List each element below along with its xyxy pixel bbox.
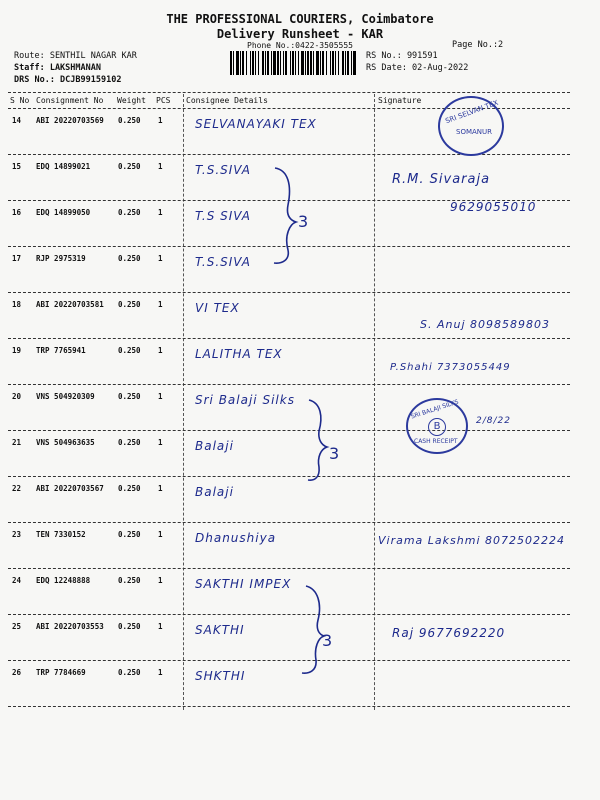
barcode-bar bbox=[335, 51, 336, 75]
row-consignment: VNS 504963635 bbox=[36, 438, 95, 447]
row-signature: 9629055010 bbox=[450, 200, 537, 214]
balaji-stamp-line2: CASH RECEIPT bbox=[414, 438, 458, 445]
row-signature: 2/8/22 bbox=[476, 416, 511, 426]
balaji-stamp-center: B bbox=[428, 418, 446, 436]
barcode-bar bbox=[246, 51, 247, 75]
barcode-bar bbox=[347, 51, 349, 75]
document-title: THE PROFESSIONAL COURIERS, Coimbatore bbox=[166, 12, 434, 26]
barcode-bar bbox=[242, 51, 244, 75]
barcode-bar bbox=[273, 51, 276, 75]
row-divider bbox=[8, 430, 570, 431]
row-weight: 0.250 bbox=[118, 392, 141, 401]
barcode-bar bbox=[310, 51, 312, 75]
barcode-bar bbox=[313, 51, 314, 75]
barcode-bar bbox=[285, 51, 287, 75]
barcode-bar bbox=[277, 51, 279, 75]
selvan-stamp-line1: SRI SELVAN TEX bbox=[444, 98, 500, 126]
row-weight: 0.250 bbox=[118, 116, 141, 125]
group-brace-siva bbox=[270, 160, 330, 270]
row-sno: 18 bbox=[12, 300, 22, 309]
staff-label: Staff: LAKSHMANAN bbox=[14, 63, 101, 73]
row-consignment: ABI 20220703553 bbox=[36, 622, 104, 631]
barcode-bar bbox=[353, 51, 356, 75]
row-consignee: Balaji bbox=[195, 485, 234, 499]
column-header-consignee: Consignee Details bbox=[186, 96, 268, 105]
row-pcs: 1 bbox=[158, 208, 163, 217]
row-weight: 0.250 bbox=[118, 346, 141, 355]
row-pcs: 1 bbox=[158, 392, 163, 401]
row-consignee: T.S SIVA bbox=[195, 209, 251, 223]
barcode-bar bbox=[290, 51, 291, 75]
document-subtitle: Delivery Runsheet - KAR bbox=[216, 27, 384, 41]
row-consignee: LALITHA TEX bbox=[195, 347, 283, 361]
row-consignment: RJP 2975319 bbox=[36, 254, 86, 263]
row-consignment: VNS 504920309 bbox=[36, 392, 95, 401]
row-divider bbox=[8, 706, 570, 707]
barcode-bar bbox=[301, 51, 304, 75]
column-header-pcs: PCS bbox=[156, 96, 171, 105]
barcode-bar bbox=[283, 51, 284, 75]
row-pcs: 1 bbox=[158, 530, 163, 539]
barcode-bar bbox=[326, 51, 327, 75]
row-consignee: SELVANAYAKI TEX bbox=[195, 117, 317, 131]
row-divider bbox=[8, 614, 570, 615]
route-label: Route: SENTHIL NAGAR KAR bbox=[14, 51, 137, 61]
row-consignment: ABI 20220703567 bbox=[36, 484, 104, 493]
column-header-sno: S No bbox=[10, 96, 30, 105]
row-divider bbox=[8, 568, 570, 569]
row-weight: 0.250 bbox=[118, 530, 141, 539]
barcode-bar bbox=[280, 51, 281, 75]
barcode-bar bbox=[298, 51, 299, 75]
row-pcs: 1 bbox=[158, 438, 163, 447]
column-header-consignment: Consignment No bbox=[36, 96, 104, 105]
row-sno: 24 bbox=[12, 576, 22, 585]
barcode-bar bbox=[295, 51, 296, 75]
row-consignment: ABI 20220703569 bbox=[36, 116, 104, 125]
group-count-balaji: 3 bbox=[329, 444, 340, 463]
table-top-rule bbox=[8, 92, 570, 93]
row-consignment: EDQ 14899021 bbox=[36, 162, 91, 171]
barcode-bar bbox=[316, 51, 319, 75]
barcode-bar bbox=[351, 51, 352, 75]
row-sno: 19 bbox=[12, 346, 22, 355]
row-consignee: SAKTHI IMPEX bbox=[195, 577, 292, 591]
row-signature: Raj 9677692220 bbox=[392, 626, 506, 640]
barcode-bar bbox=[332, 51, 334, 75]
row-sno: 16 bbox=[12, 208, 22, 217]
barcode-bar bbox=[255, 51, 256, 75]
selvan-stamp-line2: SOMANUR bbox=[456, 128, 493, 136]
barcode-bar bbox=[320, 51, 321, 75]
row-divider bbox=[8, 338, 570, 339]
barcode-bar bbox=[240, 51, 241, 75]
row-sno: 15 bbox=[12, 162, 22, 171]
drs-number: DRS No.: DCJB99159102 bbox=[14, 75, 122, 85]
row-weight: 0.250 bbox=[118, 668, 141, 677]
row-pcs: 1 bbox=[158, 116, 163, 125]
rs-number: RS No.: 991591 bbox=[366, 51, 438, 61]
column-header-weight: Weight bbox=[117, 96, 146, 105]
row-consignment: TRP 7765941 bbox=[36, 346, 86, 355]
selvan-tex-stamp bbox=[438, 96, 504, 156]
row-pcs: 1 bbox=[158, 484, 163, 493]
row-sno: 22 bbox=[12, 484, 22, 493]
row-weight: 0.250 bbox=[118, 208, 141, 217]
barcode-bar bbox=[307, 51, 309, 75]
page-number: Page No.:2 bbox=[452, 40, 504, 50]
row-consignment: EDQ 12248888 bbox=[36, 576, 91, 585]
row-divider bbox=[8, 660, 570, 661]
row-consignee: T.S.SIVA bbox=[195, 163, 251, 177]
barcode-bar bbox=[342, 51, 344, 75]
barcode-bar bbox=[236, 51, 239, 75]
row-pcs: 1 bbox=[158, 622, 163, 631]
barcode-bar bbox=[258, 51, 259, 75]
barcode-bar bbox=[292, 51, 294, 75]
row-divider bbox=[8, 154, 570, 155]
balaji-stamp-line1: SRI BALAJI SILKS bbox=[410, 398, 460, 421]
row-consignee: T.S.SIVA bbox=[195, 255, 251, 269]
row-sno: 20 bbox=[12, 392, 22, 401]
row-consignment: EDQ 14899050 bbox=[36, 208, 91, 217]
row-divider bbox=[8, 476, 570, 477]
barcode-bar bbox=[330, 51, 331, 75]
balaji-silks-stamp bbox=[406, 398, 468, 454]
rs-date: RS Date: 02-Aug-2022 bbox=[366, 63, 469, 73]
row-weight: 0.250 bbox=[118, 300, 141, 309]
row-pcs: 1 bbox=[158, 668, 163, 677]
barcode bbox=[229, 51, 357, 75]
row-consignment: TRP 7784669 bbox=[36, 668, 86, 677]
row-pcs: 1 bbox=[158, 254, 163, 263]
row-pcs: 1 bbox=[158, 346, 163, 355]
row-consignment: ABI 20220703581 bbox=[36, 300, 104, 309]
row-signature: R.M. Sivaraja bbox=[392, 172, 491, 187]
barcode-bar bbox=[230, 51, 232, 75]
row-signature: Virama Lakshmi 8072502224 bbox=[378, 534, 565, 547]
row-consignment: TEN 7330152 bbox=[36, 530, 86, 539]
row-consignee: SHKTHI bbox=[195, 669, 246, 683]
group-count-sakthi: 3 bbox=[322, 631, 333, 650]
row-sno: 17 bbox=[12, 254, 22, 263]
barcode-bar bbox=[265, 51, 266, 75]
group-count-siva: 3 bbox=[298, 212, 309, 231]
phone-number: Phone No.:0422-3505555 bbox=[247, 41, 353, 50]
column-header-signature: Signature bbox=[378, 96, 422, 105]
row-sno: 21 bbox=[12, 438, 22, 447]
signature-column-divider bbox=[374, 94, 375, 710]
barcode-bar bbox=[322, 51, 324, 75]
barcode-bar bbox=[271, 51, 272, 75]
row-weight: 0.250 bbox=[118, 576, 141, 585]
row-pcs: 1 bbox=[158, 162, 163, 171]
row-weight: 0.250 bbox=[118, 622, 141, 631]
barcode-bar bbox=[252, 51, 254, 75]
group-brace-balaji bbox=[305, 395, 365, 485]
barcode-bar bbox=[267, 51, 269, 75]
row-sno: 23 bbox=[12, 530, 22, 539]
barcode-bar bbox=[305, 51, 306, 75]
row-consignee: Dhanushiya bbox=[195, 531, 277, 545]
barcode-bar bbox=[338, 51, 339, 75]
row-divider bbox=[8, 522, 570, 523]
barcode-bar bbox=[250, 51, 251, 75]
row-consignee: VI TEX bbox=[195, 301, 240, 315]
row-signature: P.Shahi 7373055449 bbox=[390, 362, 511, 373]
row-consignee: Sri Balaji Silks bbox=[195, 393, 295, 407]
group-brace-sakthi bbox=[300, 580, 360, 680]
row-consignee: SAKTHI bbox=[195, 623, 245, 637]
barcode-bar bbox=[233, 51, 234, 75]
row-pcs: 1 bbox=[158, 576, 163, 585]
row-sno: 14 bbox=[12, 116, 22, 125]
row-signature: S. Anuj 8098589803 bbox=[420, 318, 550, 331]
row-sno: 25 bbox=[12, 622, 22, 631]
row-consignee: Balaji bbox=[195, 439, 234, 453]
row-divider bbox=[8, 384, 570, 385]
row-sno: 26 bbox=[12, 668, 22, 677]
row-weight: 0.250 bbox=[118, 484, 141, 493]
barcode-bar bbox=[345, 51, 346, 75]
consignee-column-divider bbox=[183, 94, 184, 710]
row-divider bbox=[8, 292, 570, 293]
row-pcs: 1 bbox=[158, 300, 163, 309]
barcode-bar bbox=[262, 51, 264, 75]
row-weight: 0.250 bbox=[118, 438, 141, 447]
row-weight: 0.250 bbox=[118, 254, 141, 263]
row-weight: 0.250 bbox=[118, 162, 141, 171]
